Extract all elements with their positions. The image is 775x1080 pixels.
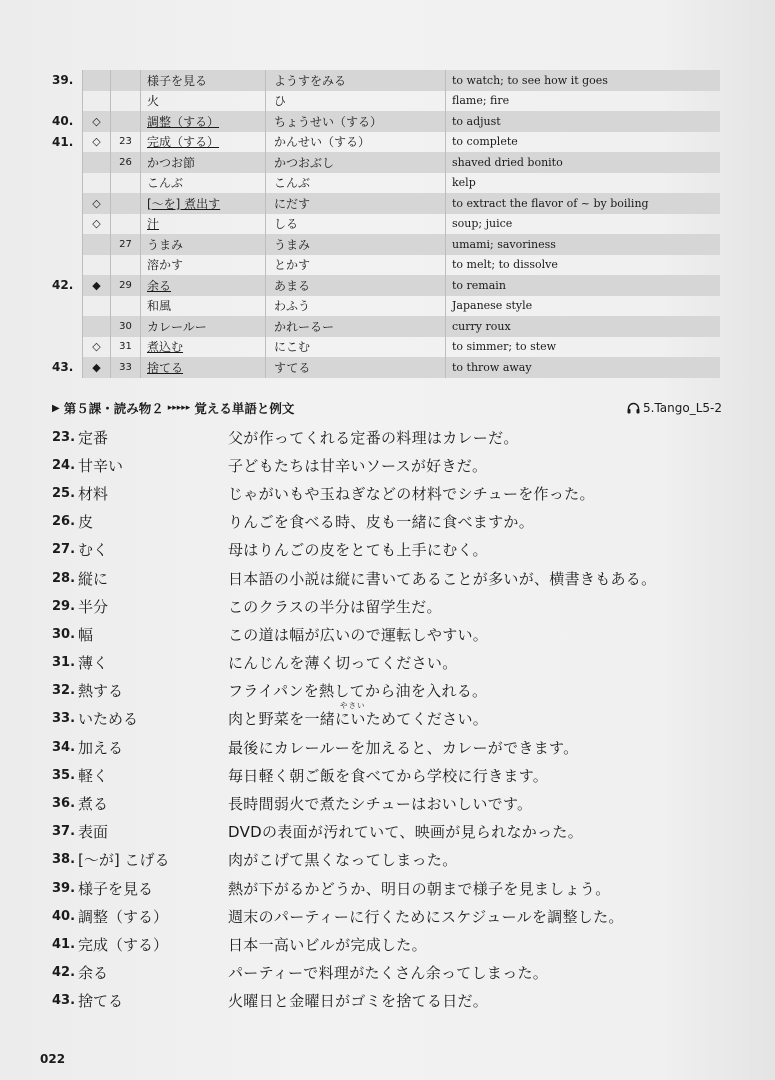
vocab-reading: とかす <box>265 255 445 276</box>
example-sentence: 最後にカレールーを加えると、カレーができます。 <box>228 738 579 757</box>
example-sentence: フライパンを熱してから油を入れる。 <box>228 682 488 701</box>
vocab-mark <box>82 173 110 194</box>
vocab-reading: かつおぶし <box>265 152 445 173</box>
vocab-subnumber <box>110 70 140 91</box>
example-word: 加える <box>78 738 124 757</box>
vocab-meaning: to extract the flavor of ~ by boiling <box>445 193 720 214</box>
vocab-mark <box>82 91 110 112</box>
example-row <box>52 620 742 648</box>
example-row <box>52 423 742 451</box>
example-number: 34. <box>52 739 76 755</box>
example-sentence: にんじんを薄く切ってください。 <box>228 654 458 673</box>
vocab-word: かつお節 <box>140 152 265 173</box>
example-sentence: DVDの表面が汚れていて、映画が見られなかった。 <box>228 823 584 842</box>
example-number: 37. <box>52 824 76 840</box>
vocab-meaning: to remain <box>445 275 720 296</box>
vocab-row <box>40 91 720 112</box>
example-sentence: この道は幅が広いので運転しやすい。 <box>228 625 489 644</box>
vocab-word: 煮込む <box>140 337 265 358</box>
vocab-reading: わふう <box>265 296 445 317</box>
vocab-subnumber <box>110 111 140 132</box>
example-row <box>52 592 742 620</box>
example-word: 半分 <box>78 597 109 616</box>
vocab-row <box>40 70 720 91</box>
example-word: 軽く <box>78 766 109 785</box>
vocab-word: 溶かす <box>140 255 265 276</box>
example-number: 40. <box>52 908 76 924</box>
example-number: 35. <box>52 767 76 783</box>
example-sentence: 母はりんごの皮をとても上手にむく。 <box>228 541 488 560</box>
vocab-subnumber: 29 <box>110 275 140 296</box>
vocab-meaning: to watch; to see how it goes <box>445 70 720 91</box>
vocab-subnumber <box>110 91 140 112</box>
vocab-subnumber: 26 <box>110 152 140 173</box>
vocab-word: 様子を見る <box>140 70 265 91</box>
example-sentence: 長時間弱火で煮たシチューはおいしいです。 <box>228 795 533 814</box>
vocab-reading: ひ <box>265 91 445 112</box>
vocab-reading: ようすをみる <box>265 70 445 91</box>
example-list <box>52 423 742 1015</box>
example-number: 36. <box>52 796 76 812</box>
vocab-row <box>40 316 720 337</box>
example-sentence: このクラスの半分は留学生だ。 <box>228 597 442 616</box>
example-row <box>52 649 742 677</box>
example-number: 33. <box>52 711 76 727</box>
example-word: 余る <box>78 964 109 983</box>
vocab-mark <box>82 255 110 276</box>
vocab-row <box>40 234 720 255</box>
example-row <box>52 733 742 761</box>
vocab-mark <box>82 152 110 173</box>
vocab-reading: ちょうせい（する） <box>265 111 445 132</box>
vocab-meaning: shaved dried bonito <box>445 152 720 173</box>
vocab-row <box>40 193 720 214</box>
example-word: 捨てる <box>78 992 124 1011</box>
vocab-subnumber: 23 <box>110 132 140 153</box>
vocab-row <box>40 275 720 296</box>
vocab-word: 汁 <box>140 214 265 235</box>
section-dots: ▸▸▸▸▸ <box>167 403 191 413</box>
vocab-number: 39. <box>52 73 74 88</box>
example-row <box>52 987 742 1015</box>
vocab-number: 42. <box>52 278 74 293</box>
vocab-number: 40. <box>52 114 74 129</box>
example-word: 調整（する） <box>78 907 169 926</box>
section-subtitle: 覚える単語と例文 <box>194 401 295 416</box>
audio-label: 5.Tango_L5-2 <box>643 401 722 415</box>
vocab-reading: にこむ <box>265 337 445 358</box>
example-number: 43. <box>52 993 76 1009</box>
example-number: 25. <box>52 485 76 501</box>
example-row <box>52 846 742 874</box>
vocab-word: 完成（する） <box>140 132 265 153</box>
example-number: 29. <box>52 598 76 614</box>
furigana: やさい <box>340 701 366 711</box>
example-sentence: 火曜日と金曜日がゴミを捨てる日だ。 <box>228 992 489 1011</box>
example-row <box>52 564 742 592</box>
vocab-reading: にだす <box>265 193 445 214</box>
vocab-subnumber: 30 <box>110 316 140 337</box>
example-row <box>52 789 742 817</box>
example-number: 38. <box>52 852 76 868</box>
vocab-row <box>40 357 720 378</box>
vocab-meaning: curry roux <box>445 316 720 337</box>
vocab-reading: うまみ <box>265 234 445 255</box>
vocab-mark <box>82 234 110 255</box>
vocab-subnumber: 31 <box>110 337 140 358</box>
vocab-reading: かんせい（する） <box>265 132 445 153</box>
vocab-row <box>40 111 720 132</box>
vocab-reading: すてる <box>265 357 445 378</box>
example-number: 28. <box>52 570 76 586</box>
vocab-subnumber <box>110 296 140 317</box>
example-number: 41. <box>52 936 76 952</box>
example-word: 甘辛い <box>78 456 124 475</box>
example-word: 幅 <box>78 625 94 644</box>
example-number: 27. <box>52 542 76 558</box>
vocab-subnumber: 33 <box>110 357 140 378</box>
example-word: いためる <box>78 710 139 729</box>
example-row <box>52 902 742 930</box>
vocab-subnumber: 27 <box>110 234 140 255</box>
example-number: 26. <box>52 514 76 530</box>
vocab-row <box>40 337 720 358</box>
vocab-meaning: soup; juice <box>445 214 720 235</box>
vocab-mark: ◆ <box>82 357 110 378</box>
example-row <box>52 761 742 789</box>
example-number: 32. <box>52 683 76 699</box>
vocab-subnumber <box>110 255 140 276</box>
example-sentence: 日本語の小説は縦に書いてあることが多いが、横書きもある。 <box>228 569 657 588</box>
vocabulary-table <box>40 70 720 378</box>
example-row <box>52 479 742 507</box>
example-sentence: 子どもたちは甘辛いソースが好きだ。 <box>228 456 488 475</box>
vocab-word: 捨てる <box>140 357 265 378</box>
example-row <box>52 874 742 902</box>
vocab-word: カレールー <box>140 316 265 337</box>
vocab-word: こんぶ <box>140 173 265 194</box>
vocab-meaning: to adjust <box>445 111 720 132</box>
example-sentence: じゃがいもや玉ねぎなどの材料でシチューを作った。 <box>228 484 595 503</box>
section-header <box>52 398 722 418</box>
vocab-reading: あまる <box>265 275 445 296</box>
example-word: 熱する <box>78 682 124 701</box>
audio-track <box>627 401 722 415</box>
vocab-word: 和風 <box>140 296 265 317</box>
example-sentence: 熱が下がるかどうか、明日の朝まで様子を見ましょう。 <box>228 879 611 898</box>
vocab-mark <box>82 296 110 317</box>
vocab-mark: ◇ <box>82 111 110 132</box>
example-row <box>52 508 742 536</box>
vocab-subnumber <box>110 173 140 194</box>
vocab-meaning: flame; fire <box>445 91 720 112</box>
vocab-reading: しる <box>265 214 445 235</box>
example-number: 39. <box>52 880 76 896</box>
headphones-icon <box>627 402 640 414</box>
example-word: 材料 <box>78 484 109 503</box>
example-sentence: パーティーで料理がたくさん余ってしまった。 <box>228 964 549 983</box>
example-word: 煮る <box>78 795 109 814</box>
vocab-number: 43. <box>52 360 74 375</box>
example-sentence: 日本一高いビルが完成した。 <box>228 935 427 954</box>
vocab-meaning: to simmer; to stew <box>445 337 720 358</box>
example-row <box>52 818 742 846</box>
vocab-word: 余る <box>140 275 265 296</box>
example-sentence: 毎日軽く朝ご飯を食べてから学校に行きます。 <box>228 766 549 785</box>
example-row <box>52 451 742 479</box>
vocab-mark: ◇ <box>82 132 110 153</box>
example-word: 薄く <box>78 654 109 673</box>
vocab-word: 調整（する） <box>140 111 265 132</box>
example-word: 完成（する） <box>78 935 169 954</box>
vocab-row <box>40 214 720 235</box>
vocab-row <box>40 255 720 276</box>
vocab-meaning: to throw away <box>445 357 720 378</box>
vocab-meaning: Japanese style <box>445 296 720 317</box>
example-word: 様子を見る <box>78 879 154 898</box>
vocab-row <box>40 132 720 153</box>
vocab-row <box>40 173 720 194</box>
vocab-row <box>40 152 720 173</box>
vocab-mark: ◇ <box>82 214 110 235</box>
example-row <box>52 701 742 733</box>
example-sentence: 肉がこげて黒くなってしまった。 <box>228 851 458 870</box>
vocab-meaning: to complete <box>445 132 720 153</box>
example-word: むく <box>78 541 109 560</box>
vocab-mark <box>82 70 110 91</box>
vocab-word: 火 <box>140 91 265 112</box>
section-title: 第５課・読み物２ <box>63 401 164 416</box>
vocab-word: うまみ <box>140 234 265 255</box>
vocab-meaning: umami; savoriness <box>445 234 720 255</box>
vocab-number: 41. <box>52 134 74 149</box>
example-row <box>52 677 742 705</box>
example-word: 縦に <box>78 569 109 588</box>
example-word: [～が] こげる <box>78 851 170 870</box>
example-sentence: 週末のパーティーに行くためにスケジュールを調整した。 <box>228 907 624 926</box>
vocab-meaning: to melt; to dissolve <box>445 255 720 276</box>
example-number: 24. <box>52 457 76 473</box>
example-sentence: 父が作ってくれる定番の料理はカレーだ。 <box>228 428 519 447</box>
example-word: 表面 <box>78 823 109 842</box>
example-row <box>52 536 742 564</box>
vocab-meaning: kelp <box>445 173 720 194</box>
vocab-mark: ◇ <box>82 337 110 358</box>
example-number: 42. <box>52 965 76 981</box>
example-number: 30. <box>52 626 76 642</box>
example-row <box>52 959 742 987</box>
example-number: 31. <box>52 655 76 671</box>
vocab-word: [～を] 煮出す <box>140 193 265 214</box>
example-row <box>52 930 742 958</box>
vocab-reading: かれーるー <box>265 316 445 337</box>
vocab-row <box>40 296 720 317</box>
triangle-icon: ▶ <box>52 402 60 414</box>
vocab-subnumber <box>110 193 140 214</box>
vocab-mark: ◇ <box>82 193 110 214</box>
example-sentence: 肉と野菜を一緒にいためてください。 やさい <box>228 701 489 729</box>
page-number: 022 <box>40 1052 66 1066</box>
example-word: 皮 <box>78 513 94 532</box>
example-number: 23. <box>52 429 76 445</box>
example-word: 定番 <box>78 428 109 447</box>
vocab-mark: ◆ <box>82 275 110 296</box>
vocab-subnumber <box>110 214 140 235</box>
vocab-reading: こんぶ <box>265 173 445 194</box>
vocab-mark <box>82 316 110 337</box>
example-sentence: りんごを食べる時、皮も一緒に食べますか。 <box>228 513 535 532</box>
